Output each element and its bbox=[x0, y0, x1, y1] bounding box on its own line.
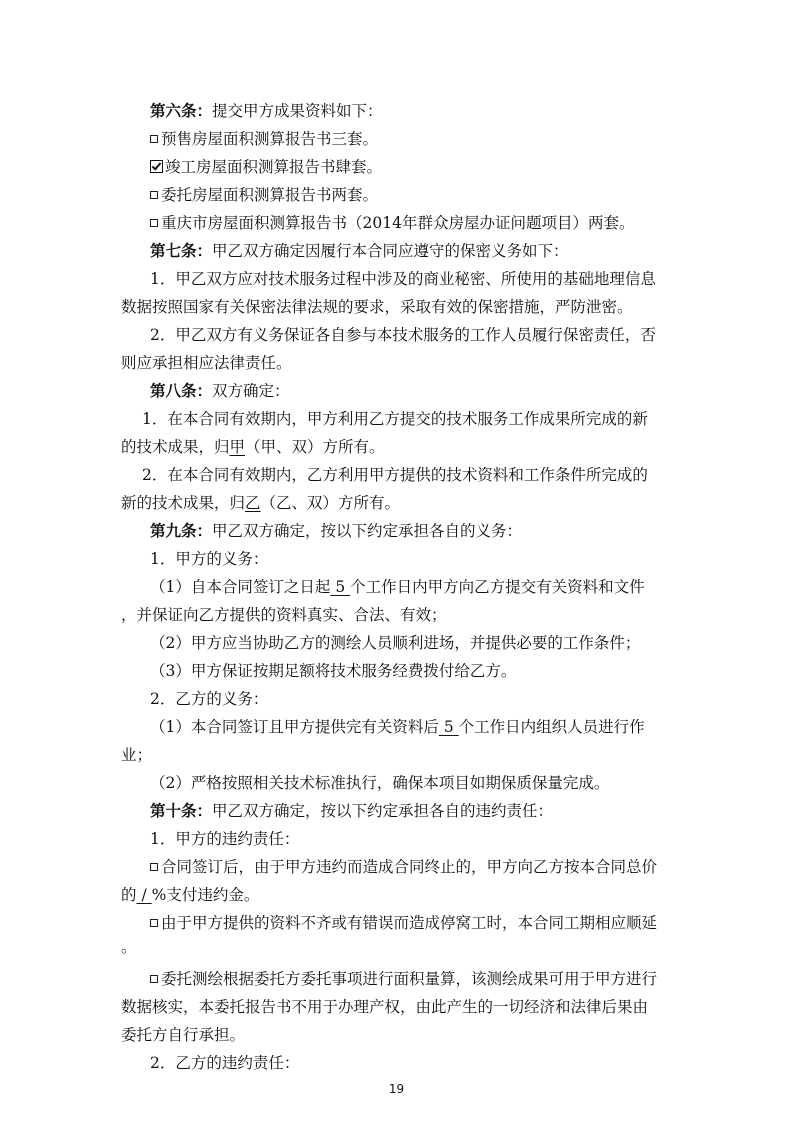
paragraph-line: 业； bbox=[121, 746, 153, 764]
article-7-label: 第七条： bbox=[150, 242, 213, 260]
paragraph-line: ，并保证向乙方提供的资料真实、合法、有效； bbox=[121, 606, 447, 624]
paragraph-line: 1．甲乙双方应对技术服务过程中涉及的商业秘密、所使用的基础地理信息 bbox=[150, 270, 656, 288]
text-segment: 委托测绘根据委托方委托事项进行面积量算，该测绘成果可用于甲方进行 bbox=[161, 970, 658, 988]
paragraph-line: 2．在本合同有效期内，乙方利用甲方提供的技术资料和工作条件所完成的 bbox=[142, 466, 648, 484]
paragraph-line bbox=[150, 857, 793, 877]
paragraph-line bbox=[150, 913, 793, 933]
paragraph-line bbox=[121, 437, 793, 457]
article-9-text: 甲乙双方确定，按以下约定承担各自的义务： bbox=[212, 522, 523, 540]
text-segment: （甲、双）方所有。 bbox=[245, 438, 385, 456]
article-7-heading bbox=[150, 241, 793, 261]
unchecked-box-icon bbox=[150, 219, 158, 227]
article-6-text: 提交甲方成果资料如下： bbox=[212, 102, 383, 120]
article-10-text: 甲乙双方确定，按以下约定承担各自的违约责任： bbox=[212, 802, 554, 820]
filled-blank: 甲 bbox=[229, 438, 246, 456]
paragraph-line: 数据按照国家有关保密法律法规的要求，采取有效的保密措施，严防泄密。 bbox=[121, 298, 633, 316]
unchecked-box-icon bbox=[150, 919, 158, 927]
text-segment: 合同签订后，由于甲方违约而造成合同终止的，甲方向乙方按本合同总价 bbox=[161, 858, 658, 876]
subsection-title: 2．乙方的违约责任： bbox=[150, 1054, 300, 1072]
article-8-heading bbox=[150, 381, 793, 401]
paragraph-line: 。 bbox=[121, 938, 137, 956]
article-8-label: 第八条： bbox=[150, 382, 213, 400]
text-segment: 新的技术成果，归 bbox=[121, 494, 246, 512]
text-segment: 个工作日内甲方向乙方提交有关资料和文件 bbox=[350, 578, 645, 596]
text-segment: （乙、双）方所有。 bbox=[260, 494, 401, 512]
deliverable-item-3 bbox=[150, 185, 793, 205]
unchecked-box-icon bbox=[150, 863, 158, 871]
paragraph-line: 则应承担相应法律责任。 bbox=[121, 354, 292, 372]
unchecked-box-icon bbox=[150, 975, 158, 983]
paragraph-line: （2）甲方应当协助乙方的测绘人员顺利进场，并提供必要的工作条件； bbox=[150, 634, 641, 652]
deliverable-item-text: 委托房屋面积测算报告书两套。 bbox=[161, 186, 379, 204]
paragraph-line: 委托方自行承担。 bbox=[121, 1026, 246, 1044]
subsection-title: 2．乙方的义务： bbox=[150, 690, 269, 708]
subsection-title: 1．甲方的义务： bbox=[150, 550, 269, 568]
text-segment: 的技术成果，归 bbox=[121, 438, 230, 456]
paragraph-line: （2）严格按照相关技术标准执行，确保本项目如期保质保量完成。 bbox=[150, 774, 610, 792]
deliverable-item-text: 重庆市房屋面积测算报告书（2014年群众房屋办证问题项目）两套。 bbox=[161, 214, 635, 232]
paragraph-line bbox=[150, 717, 793, 737]
filled-blank bbox=[330, 578, 350, 596]
article-10-label: 第十条： bbox=[150, 802, 213, 820]
article-9-label: 第九条： bbox=[150, 522, 213, 540]
filled-blank: 乙 bbox=[245, 494, 261, 512]
article-8-text: 双方确定： bbox=[212, 382, 290, 400]
filled-blank-value: 5 bbox=[335, 578, 346, 596]
filled-blank-value: 5 bbox=[443, 718, 454, 736]
page-number: 19 bbox=[388, 1082, 405, 1096]
text-segment: （1）本合同签订且甲方提供完有关资料后 bbox=[150, 718, 439, 736]
paragraph-line: 2．甲乙双方有义务保证各自参与本技术服务的工作人员履行保密责任，否 bbox=[150, 326, 656, 344]
paragraph-line bbox=[150, 969, 793, 989]
deliverable-item-text: 预售房屋面积测算报告书三套。 bbox=[161, 130, 379, 148]
checked-box-icon bbox=[150, 160, 163, 173]
paragraph-line: 数据核实，本委托报告书不用于办理产权，由此产生的一切经济和法律后果由 bbox=[121, 998, 649, 1016]
paragraph-line bbox=[121, 493, 793, 513]
paragraph-line bbox=[121, 885, 793, 905]
paragraph-line bbox=[150, 577, 793, 597]
article-9-heading bbox=[150, 521, 793, 541]
paragraph-line: 1．在本合同有效期内，甲方利用乙方提交的技术服务工作成果所完成的新 bbox=[142, 410, 648, 428]
subsection-title: 1．甲方的违约责任： bbox=[150, 830, 300, 848]
filled-blank-value: / bbox=[141, 886, 147, 904]
deliverable-item-1 bbox=[150, 129, 793, 149]
unchecked-box-icon bbox=[150, 191, 158, 199]
deliverable-item-2 bbox=[150, 157, 793, 177]
article-6-heading bbox=[150, 101, 793, 121]
paragraph-line: （3）甲方保证按期足额将技术服务经费拨付给乙方。 bbox=[150, 662, 517, 680]
article-7-text: 甲乙双方确定因履行本合同应遵守的保密义务如下： bbox=[212, 242, 569, 260]
filled-blank bbox=[137, 886, 152, 904]
text-segment: 由于甲方提供的资料不齐或有错误而造成停窝工时，本合同工期相应顺延 bbox=[161, 914, 658, 932]
text-segment: 个工作日内组织人员进行作 bbox=[458, 718, 645, 736]
article-10-heading bbox=[150, 801, 793, 821]
filled-blank bbox=[439, 718, 459, 736]
text-segment: 的 bbox=[121, 886, 137, 904]
unchecked-box-icon bbox=[150, 135, 158, 143]
deliverable-item-text: 竣工房屋面积测算报告书肆套。 bbox=[165, 158, 383, 176]
article-6-label: 第六条： bbox=[150, 102, 213, 120]
deliverable-item-4 bbox=[150, 213, 793, 233]
text-segment: %支付违约金。 bbox=[151, 886, 260, 904]
text-segment: （1）自本合同签订之日起 bbox=[150, 578, 331, 596]
